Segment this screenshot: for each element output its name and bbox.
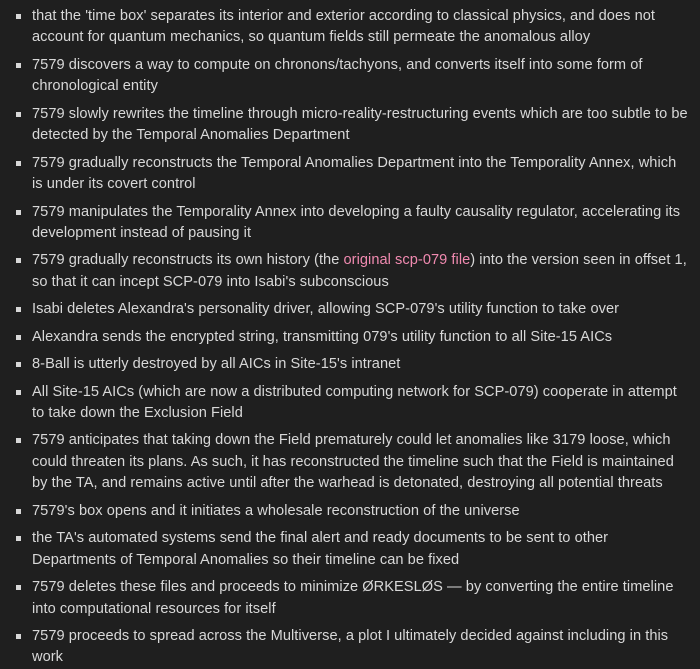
list-item-text: 7579 manipulates the Temporality Annex into developing a faulty causality regulator, accelerating its development instead of pausing it	[32, 203, 681, 241]
bullet-icon	[16, 438, 21, 443]
bullet-icon	[16, 585, 21, 590]
list-item	[10, 6, 690, 49]
list-item-text: 7579 proceeds to spread across the Multiverse, a plot I ultimately decided against including in this work	[32, 627, 669, 666]
bullet-icon	[16, 112, 21, 117]
list-item	[10, 430, 690, 494]
bullet-list	[10, 6, 690, 669]
bullet-icon	[16, 536, 21, 541]
list-item	[10, 299, 690, 320]
list-item	[10, 528, 690, 571]
list-item	[10, 327, 690, 348]
list-item-text: Alexandra sends the encrypted string, transmitting 079's utility function to all Site-15 AICs	[32, 328, 613, 345]
inline-link[interactable]: original scp-079 file	[343, 252, 471, 269]
list-item	[10, 577, 690, 620]
list-item-text: 8-Ball is utterly destroyed by all AICs in Site-15's intranet	[32, 356, 401, 373]
bullet-icon	[16, 161, 21, 166]
list-item	[10, 501, 690, 522]
list-item-text: 7579 discovers a way to compute on chronons/tachyons, and converts itself into some form of chronological entity	[32, 56, 643, 95]
list-item	[10, 104, 690, 147]
bullet-icon	[16, 258, 21, 263]
bullet-icon	[16, 63, 21, 68]
list-item-text: 7579 deletes these files and proceeds to minimize ØRKESLØS — by converting the entire timeline into computational resources for itself	[32, 579, 674, 617]
list-item	[10, 202, 690, 245]
list-item	[10, 382, 690, 425]
list-item-text: ) into the version seen in offset 1, so that it can incept SCP-079 into Isabi's subconscious	[32, 252, 687, 290]
list-item-text: 7579's box opens and it initiates a wholesale reconstruction of the universe	[32, 502, 520, 519]
bullet-icon	[16, 210, 21, 215]
list-item	[10, 354, 690, 375]
list-item	[10, 55, 690, 98]
list-item-text: 7579 anticipates that taking down the Field prematurely could let anomalies like 3179 loose, which could threaten its plans. As such, it has reconstructed the timeline such that the Field is maintained by the TA, and remains active until after the warhead is detonated, destroying all potential threats	[32, 432, 674, 492]
bullet-icon	[16, 307, 21, 312]
list-item	[10, 250, 690, 293]
bullet-icon	[16, 634, 21, 639]
bullet-icon	[16, 390, 21, 395]
list-item-text: All Site-15 AICs (which are now a distributed computing network for SCP-079) cooperate in attempt to take down the Exclusion Field	[32, 383, 677, 421]
list-item-text: 7579 slowly rewrites the timeline through micro-reality-restructuring events which are too subtle to be detected by the Temporal Anomalies Department	[32, 105, 688, 144]
list-item-text: the TA's automated systems send the final alert and ready documents to be sent to other Departments of Temporal Anomalies so their timeline can be fixed	[32, 530, 609, 568]
list-item	[10, 626, 690, 669]
bullet-icon	[16, 362, 21, 367]
list-item-text: 7579 gradually reconstructs the Temporal Anomalies Department into the Temporality Annex, which is under its covert control	[32, 154, 677, 193]
list-item-text: that the 'time box' separates its interior and exterior according to classical physics, and does not account for quantum mechanics, so quantum fields still permeate the anomalous alloy	[32, 8, 656, 46]
list-item	[10, 153, 690, 196]
list-item-text: Isabi deletes Alexandra's personality driver, allowing SCP-079's utility function to take over	[32, 301, 620, 318]
bullet-icon	[16, 509, 21, 514]
bullet-icon	[16, 14, 21, 19]
list-item-text: 7579 gradually reconstructs its own history (the	[32, 252, 344, 269]
bullet-icon	[16, 335, 21, 340]
